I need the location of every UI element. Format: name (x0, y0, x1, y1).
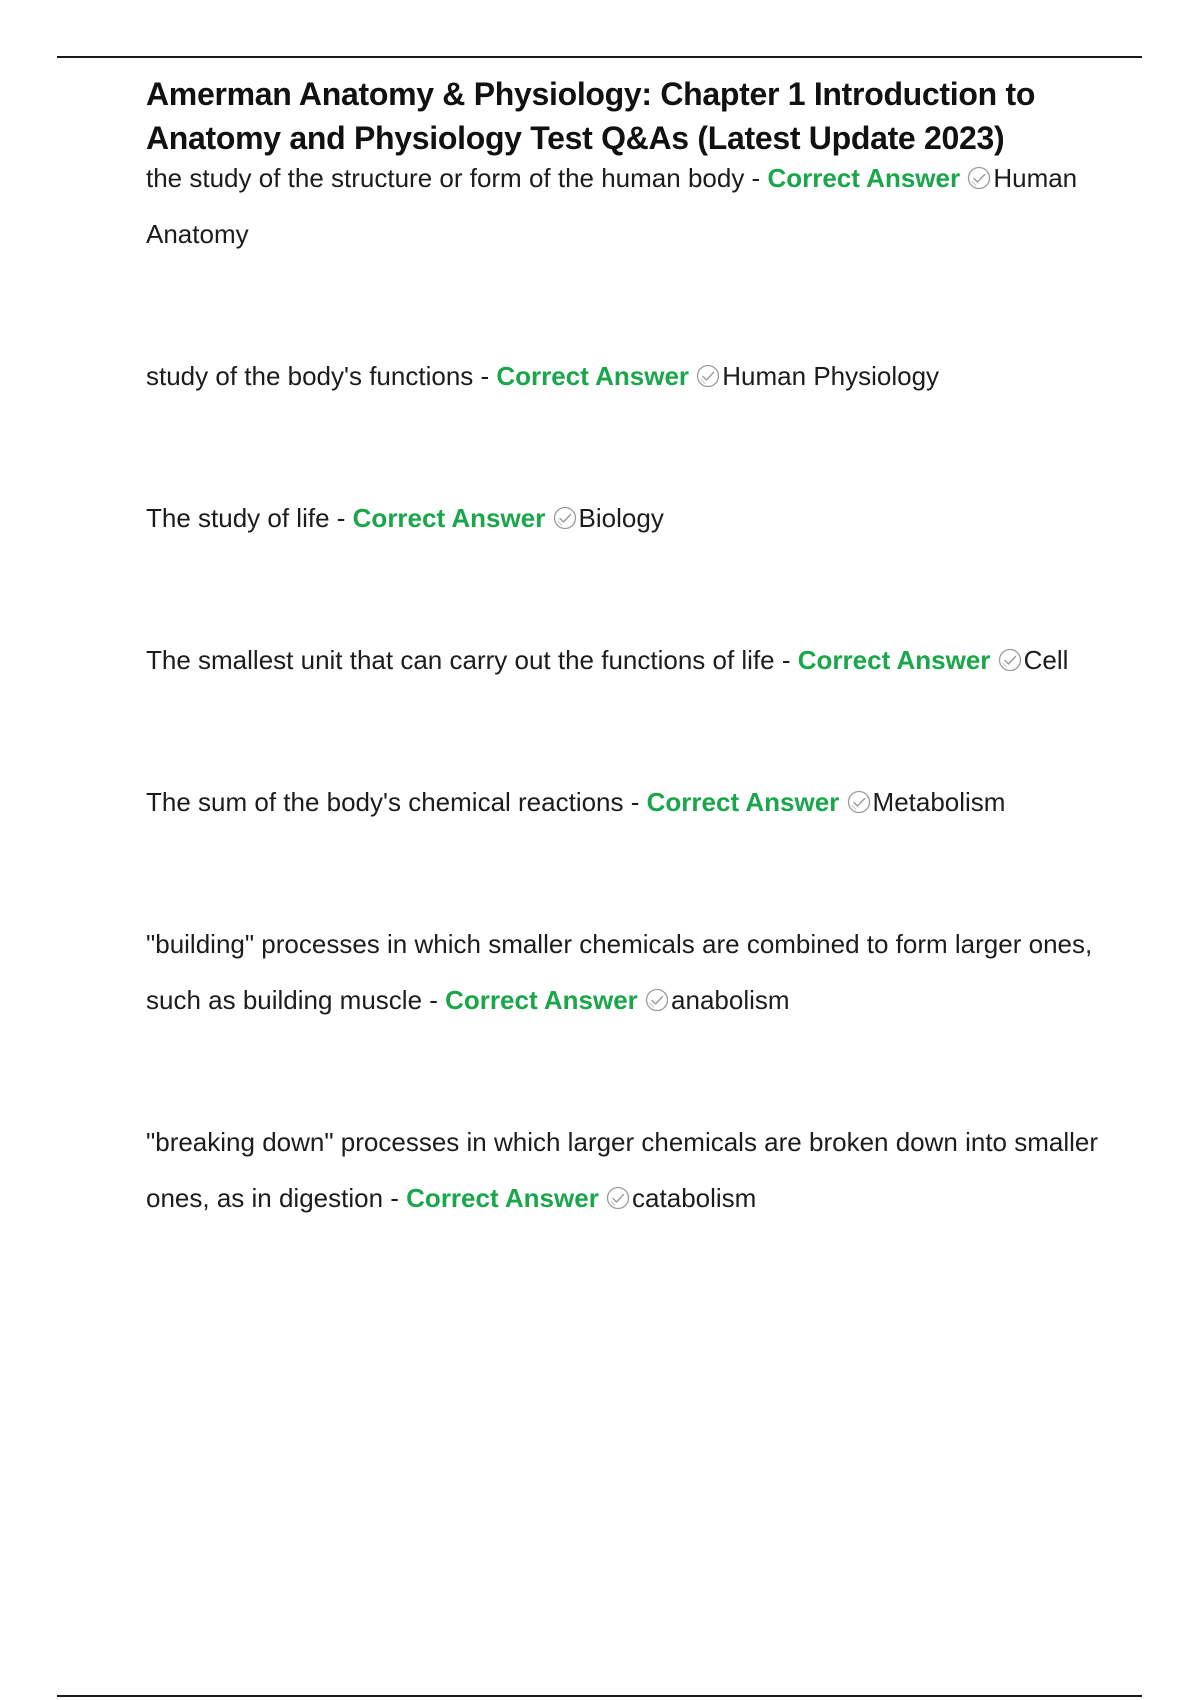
document-title: Amerman Anatomy & Physiology: Chapter 1 Introduction to Anatomy and Physiology Test Q&As (Latest Update 2023) (146, 76, 1036, 156)
correct-answer-label: Correct Answer (496, 361, 690, 391)
answer-text: Cell (1023, 645, 1069, 675)
top-divider (57, 56, 1142, 58)
qa-item (146, 490, 1106, 546)
correct-answer-label: Correct Answer (445, 985, 638, 1015)
qa-item (146, 774, 1106, 830)
check-circle-icon (553, 506, 577, 530)
correct-answer-label: Correct Answer (797, 645, 991, 675)
question-text: The smallest unit that can carry out the functions of life - (146, 645, 798, 675)
qa-item (146, 150, 1106, 262)
bottom-divider (57, 1695, 1142, 1697)
check-circle-icon (967, 166, 991, 190)
question-text: The sum of the body's chemical reactions - (146, 787, 647, 817)
answer-text: Human Physiology (722, 361, 940, 391)
correct-answer-label: Correct Answer (406, 1183, 599, 1213)
qa-item (146, 916, 1106, 1028)
check-circle-icon (998, 648, 1022, 672)
check-circle-icon (847, 790, 871, 814)
correct-answer-label: Correct Answer (767, 163, 961, 193)
question-text: The study of life - (146, 503, 353, 533)
answer-text: Metabolism (872, 787, 1006, 817)
answer-text: catabolism (632, 1183, 757, 1213)
correct-answer-label: Correct Answer (352, 503, 546, 533)
answer-text: anabolism (671, 985, 790, 1015)
question-text: the study of the structure or form of the human body - (146, 163, 768, 193)
qa-item (146, 1114, 1106, 1226)
question-text: "breaking down" processes in which larger chemicals are broken down into smaller ones, as in digestion - (146, 1127, 1099, 1213)
answer-text: Biology (578, 503, 664, 533)
qa-item (146, 632, 1106, 688)
check-circle-icon (645, 988, 669, 1012)
check-circle-icon (696, 364, 720, 388)
answer-text: Human Anatomy (146, 163, 1078, 249)
question-text: "building" processes in which smaller chemicals are combined to form larger ones, such as building muscle - (146, 929, 1093, 1015)
qa-item (146, 348, 1106, 404)
correct-answer-label: Correct Answer (646, 787, 840, 817)
check-circle-icon (606, 1186, 630, 1210)
question-text: study of the body's functions - (146, 361, 497, 391)
document-body (146, 72, 1106, 1226)
